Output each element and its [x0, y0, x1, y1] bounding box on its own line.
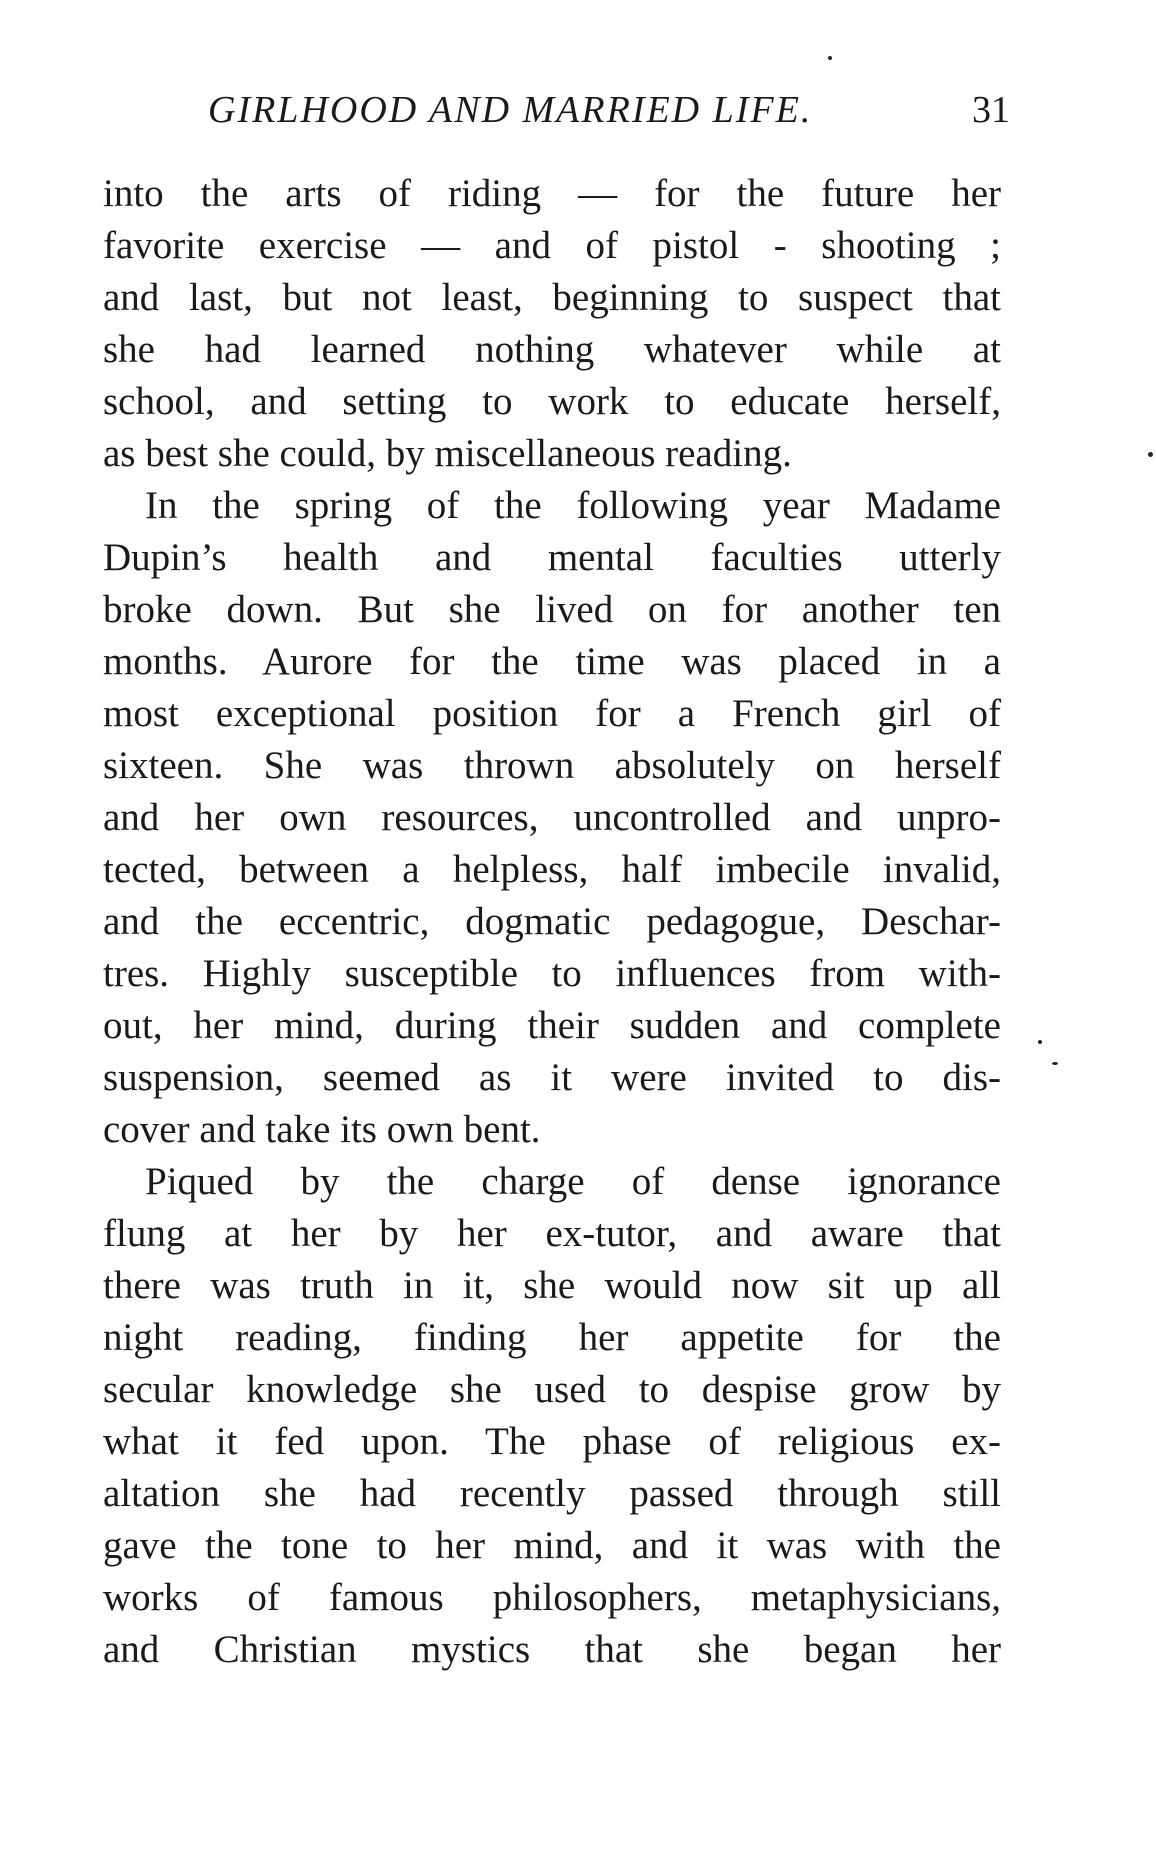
running-title: GIRLHOOD AND MARRIED LIFE.	[208, 89, 813, 131]
text-line: works of famous philosophers, metaphysicians,	[103, 1576, 1001, 1619]
text-line: cover and take its own bent.	[103, 1108, 541, 1151]
text-line: sixteen. She was thrown absolutely on herself	[103, 744, 1001, 787]
text-line: there was truth in it, she would now sit up all	[103, 1264, 1001, 1307]
text-line: and Christian mystics that she began her	[103, 1628, 1001, 1671]
text-line: altation she had recently passed through still	[103, 1472, 1001, 1515]
text-line: Dupin’s health and mental faculties utterly	[103, 536, 1001, 579]
text-line: out, her mind, during their sudden and complete	[103, 1004, 1001, 1047]
text-line: as best she could, by miscellaneous reading.	[103, 432, 792, 475]
text-line: she had learned nothing whatever while at	[103, 328, 1001, 371]
scan-speck	[1052, 1062, 1058, 1065]
text-line: and her own resources, uncontrolled and unpro-	[103, 796, 1001, 839]
body-text	[103, 168, 1001, 1676]
text-line: favorite exercise — and of pistol - shooting ;	[103, 224, 1001, 267]
text-line: gave the tone to her mind, and it was with the	[103, 1524, 1001, 1567]
text-line: months. Aurore for the time was placed in a	[103, 640, 1001, 683]
scan-speck	[828, 56, 832, 60]
paragraph-start-line: Piqued by the charge of dense ignorance	[145, 1160, 1001, 1203]
text-line: and the eccentric, dogmatic pedagogue, Deschar-	[103, 900, 1001, 943]
text-line: what it fed upon. The phase of religious ex-	[103, 1420, 1001, 1463]
text-line: school, and setting to work to educate herself,	[103, 380, 1001, 423]
text-line: night reading, finding her appetite for the	[103, 1316, 1001, 1359]
page-number: 31	[972, 89, 1010, 131]
text-line: tres. Highly susceptible to influences from with-	[103, 952, 1001, 995]
scan-speck	[1038, 1040, 1042, 1044]
text-line: tected, between a helpless, half imbecile invalid,	[103, 848, 1001, 891]
text-line: flung at her by her ex-tutor, and aware that	[103, 1212, 1001, 1255]
scan-speck	[1148, 452, 1153, 457]
paragraph-start-line: In the spring of the following year Madame	[145, 484, 1001, 527]
page-header	[200, 88, 1010, 138]
text-line: broke down. But she lived on for another ten	[103, 588, 1001, 631]
text-line: most exceptional position for a French girl of	[103, 692, 1001, 735]
text-line: and last, but not least, beginning to suspect that	[103, 276, 1001, 319]
text-line: secular knowledge she used to despise grow by	[103, 1368, 1001, 1411]
text-line: into the arts of riding — for the future her	[103, 172, 1001, 215]
text-line: suspension, seemed as it were invited to dis-	[103, 1056, 1001, 1099]
